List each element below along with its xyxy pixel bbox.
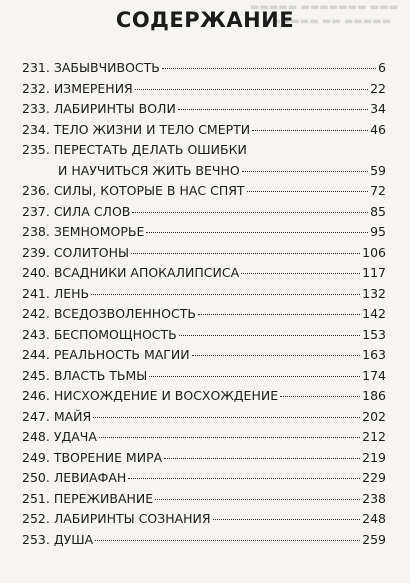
entry-number: 237.: [22, 203, 50, 219]
entry-number: 242.: [22, 306, 50, 321]
entry-number: 253.: [22, 531, 50, 547]
entry-page: 229: [362, 470, 386, 485]
dot-leader: [149, 376, 360, 377]
entry-page: 22: [370, 80, 386, 96]
entry-title-line2: И НАУЧИТЬСЯ ЖИТЬ ВЕЧНО: [58, 162, 240, 178]
entry-title: СОЛИТОНЫ: [53, 244, 130, 260]
dot-leader: [179, 335, 360, 336]
entry-title: ВСАДНИКИ АПОКАЛИПСИСА: [53, 265, 240, 280]
dot-leader: [164, 458, 360, 459]
entry-number: 252.: [22, 511, 50, 526]
toc-entry-246[interactable]: [22, 386, 386, 407]
entry-title: СИЛА СЛОВ: [53, 203, 131, 219]
toc-entry-231[interactable]: [22, 58, 386, 79]
toc-entry-238[interactable]: [22, 222, 386, 243]
entry-title: ТВОРЕНИЕ МИРА: [53, 449, 163, 465]
entry-number: 235.: [22, 142, 50, 157]
entry-page: 95: [370, 224, 386, 239]
entry-title: ИЗМЕРЕНИЯ: [53, 80, 133, 96]
toc-entry-244[interactable]: [22, 345, 386, 366]
toc-entry-241[interactable]: [22, 284, 386, 305]
dot-leader: [146, 232, 368, 233]
dot-leader: [91, 294, 360, 295]
toc-entry-242[interactable]: [22, 304, 386, 325]
entry-title: ТЕЛО ЖИЗНИ И ТЕЛО СМЕРТИ: [53, 121, 251, 137]
entry-page: 238: [362, 490, 386, 506]
entry-page: 163: [362, 347, 386, 362]
dot-leader: [95, 540, 360, 541]
toc-entry-247[interactable]: [22, 407, 386, 428]
dot-leader: [247, 191, 369, 192]
entry-title: ЛАБИРИНТЫ ВОЛИ: [53, 101, 176, 116]
entry-title: БЕСПОМОЩНОСТЬ: [53, 326, 177, 342]
entry-number: 245.: [22, 367, 50, 383]
entry-number: 249.: [22, 449, 50, 465]
toc-entry-235[interactable]: [22, 140, 386, 181]
toc-entry-233[interactable]: [22, 99, 386, 120]
toc-entry-237[interactable]: [22, 202, 386, 223]
table-of-contents: [22, 58, 386, 550]
toc-entry-250[interactable]: [22, 468, 386, 489]
entry-number: 240.: [22, 265, 50, 280]
toc-entry-232[interactable]: [22, 79, 386, 100]
entry-page: 85: [370, 203, 386, 219]
entry-title: ЛЕВИАФАН: [53, 470, 127, 485]
entry-number: 233.: [22, 101, 50, 116]
entry-page: 6: [378, 60, 386, 75]
entry-number: 236.: [22, 183, 50, 198]
entry-title-line1: ПЕРЕСТАТЬ ДЕЛАТЬ ОШИБКИ: [53, 142, 247, 157]
toc-entry-253[interactable]: [22, 530, 386, 551]
entry-page: 72: [370, 183, 386, 198]
dot-leader: [280, 396, 360, 397]
entry-number: 247.: [22, 408, 50, 424]
entry-title: ЗЕМНОМОРЬЕ: [53, 224, 145, 239]
entry-number: 241.: [22, 285, 50, 301]
dot-leader: [242, 171, 368, 172]
dot-leader: [241, 273, 360, 274]
entry-number: 232.: [22, 80, 50, 96]
entry-page: 248: [362, 511, 386, 526]
toc-entry-252[interactable]: [22, 509, 386, 530]
entry-number: 248.: [22, 429, 50, 444]
entry-page: 259: [362, 531, 386, 547]
entry-title: УДАЧА: [53, 429, 97, 444]
entry-page: 34: [370, 101, 386, 116]
dot-leader: [99, 437, 360, 438]
dot-leader: [135, 89, 368, 90]
entry-title: ЛЕНЬ: [53, 285, 90, 301]
entry-page: 106: [362, 244, 386, 260]
entry-page: 202: [362, 408, 386, 424]
dot-leader: [178, 109, 368, 110]
toc-entry-245[interactable]: [22, 366, 386, 387]
entry-page: 212: [362, 429, 386, 444]
entry-page: 153: [362, 326, 386, 342]
entry-number: 234.: [22, 121, 50, 137]
entry-number: 250.: [22, 470, 50, 485]
dot-leader: [192, 355, 361, 356]
entry-title: НИСХОЖДЕНИЕ И ВОСХОЖДЕНИЕ: [53, 388, 279, 403]
toc-entry-251[interactable]: [22, 489, 386, 510]
entry-number: 246.: [22, 388, 50, 403]
toc-entry-234[interactable]: [22, 120, 386, 141]
toc-entry-243[interactable]: [22, 325, 386, 346]
entry-page: 117: [362, 265, 386, 280]
dot-leader: [128, 478, 360, 479]
entry-title: ВСЕДОЗВОЛЕННОСТЬ: [53, 306, 196, 321]
entry-title: ПЕРЕЖИВАНИЕ: [53, 490, 154, 506]
entry-number: 238.: [22, 224, 50, 239]
entry-number: 244.: [22, 347, 50, 362]
toc-entry-248[interactable]: [22, 427, 386, 448]
dot-leader: [162, 68, 376, 69]
page-title: СОДЕРЖАНИЕ: [115, 8, 295, 32]
dot-leader: [132, 212, 368, 213]
entry-title: РЕАЛЬНОСТЬ МАГИИ: [53, 347, 190, 362]
bleed-through-text: ▬▬▬ ▬▬▬▬▬▬▬ ▬▬▬▬▬ ▬▬▬▬▬ ▬▬ ▬▬▬▬▬▬: [250, 2, 399, 27]
entry-title: ЛАБИРИНТЫ СОЗНАНИЯ: [53, 511, 211, 526]
dot-leader: [131, 253, 360, 254]
entry-page: 219: [362, 449, 386, 465]
entry-page: 174: [362, 367, 386, 383]
entry-page: 59: [370, 162, 386, 178]
entry-title: СИЛЫ, КОТОРЫЕ В НАС СПЯТ: [53, 183, 245, 198]
dot-leader: [213, 519, 361, 520]
entry-number: 239.: [22, 244, 50, 260]
entry-number: 231.: [22, 60, 50, 75]
entry-title: ЗАБЫВЧИВОСТЬ: [53, 60, 160, 75]
dot-leader: [155, 499, 360, 500]
entry-number: 243.: [22, 326, 50, 342]
toc-entry-240[interactable]: [22, 263, 386, 284]
toc-entry-236[interactable]: [22, 181, 386, 202]
entry-title: ВЛАСТЬ ТЬМЫ: [53, 367, 148, 383]
dot-leader: [252, 130, 368, 131]
entry-page: 132: [362, 285, 386, 301]
entry-title: ДУША: [53, 531, 94, 547]
entry-title: МАЙЯ: [53, 408, 92, 424]
toc-entry-249[interactable]: [22, 448, 386, 469]
entry-page: 142: [362, 306, 386, 321]
dot-leader: [198, 314, 360, 315]
entry-number: 251.: [22, 490, 50, 506]
entry-page: 46: [370, 121, 386, 137]
entry-page: 186: [362, 388, 386, 403]
dot-leader: [93, 417, 360, 418]
toc-entry-239[interactable]: [22, 243, 386, 264]
